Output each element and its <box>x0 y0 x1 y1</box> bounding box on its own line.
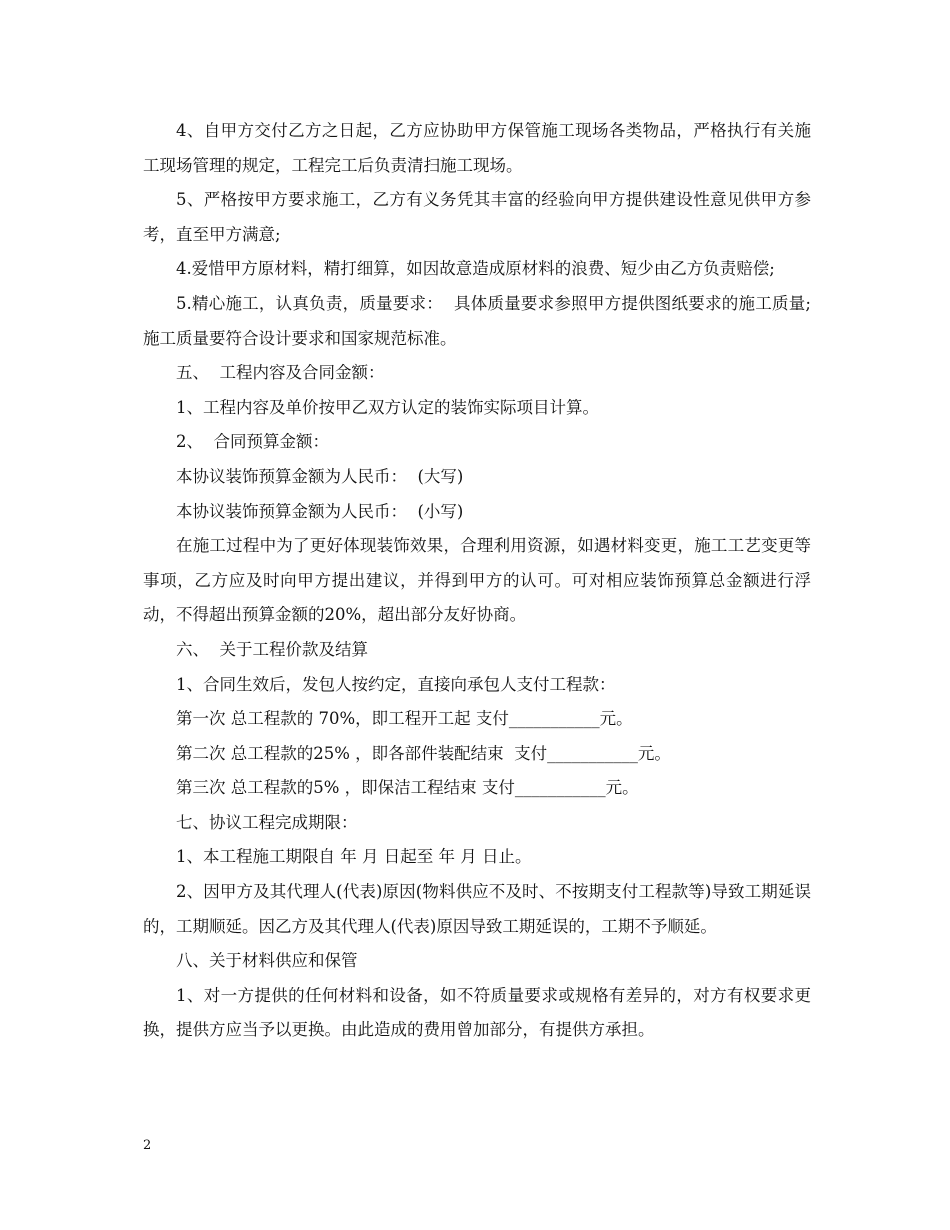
paragraph-18: 2、因甲方及其代理人(代表)原因(物料供应不及时、不按期支付工程款等)导致工期延误的，工期顺延。因乙方及其代理人(代表)原因导致工期延误的，工期不予顺延。 <box>143 882 811 936</box>
paragraph-12: 1、合同生效后，发包人按约定，直接向承包人支付工程款： <box>176 674 616 694</box>
paragraph-4: 5.精心施工，认真负责，质量要求： 具体质量要求参照甲方提供图纸要求的施工质量;施工质量要符合设计要求和国家规范标准。 <box>143 293 811 348</box>
paragraph-2: 5、严格按甲方要求施工，乙方有义务凭其丰富的经验向甲方提供建设性意见供甲方参考，直至甲方满意; <box>143 190 811 244</box>
paragraph-6: 1、工程内容及单价按甲乙双方认定的装饰实际项目计算。 <box>176 397 599 417</box>
section-heading-8: 八、关于材料供应和保管 <box>176 951 358 971</box>
document-body <box>143 114 811 1048</box>
section-heading-6: 六、 关于工程价款及结算 <box>176 639 368 659</box>
paragraph-1: 4、自甲方交付乙方之日起，乙方应协助甲方保管施工现场各类物品，严格执行有关施工现场管理的规定，工程完工后负责清扫施工现场。 <box>143 121 811 175</box>
section-heading-5: 五、 工程内容及合同金额： <box>176 363 385 383</box>
section-heading-7: 七、协议工程完成期限： <box>176 812 358 832</box>
paragraph-3: 4.爱惜甲方原材料，精打细算，如因故意造成原材料的浪费、短少由乙方负责赔偿; <box>176 259 775 279</box>
paragraph-7: 2、 合同预算金额： <box>176 432 329 452</box>
paragraph-9: 本协议装饰预算金额为人民币： (小写) <box>176 501 464 521</box>
paragraph-17: 1、本工程施工期限自 年 月 日起至 年 月 日止。 <box>176 847 532 867</box>
paragraph-8: 本协议装饰预算金额为人民币： (大写) <box>176 466 464 486</box>
payment-line-1: 第一次 总工程款的 70%，即工程开工起 支付___________元。 <box>176 709 633 729</box>
payment-line-2: 第二次 总工程款的25% ，即各部件装配结束 支付___________元。 <box>176 743 671 763</box>
payment-line-3: 第三次 总工程款的5% ，即保洁工程结束 支付___________元。 <box>176 778 639 798</box>
page-number: 2 <box>143 1138 152 1153</box>
paragraph-20: 1、对一方提供的任何材料和设备，如不符质量要求或规格有差异的，对方有权要求更换，提供方应当予以更换。由此造成的费用曾加部分，有提供方承担。 <box>143 985 811 1040</box>
paragraph-10: 在施工过程中为了更好体现装饰效果，合理利用资源，如遇材料变更，施工工艺变更等事项，乙方应及时向甲方提出建议，并得到甲方的认可。可对相应装饰预算总金额进行浮动，不得超出预算金额的20%，超出部分友好协商。 <box>143 536 811 625</box>
